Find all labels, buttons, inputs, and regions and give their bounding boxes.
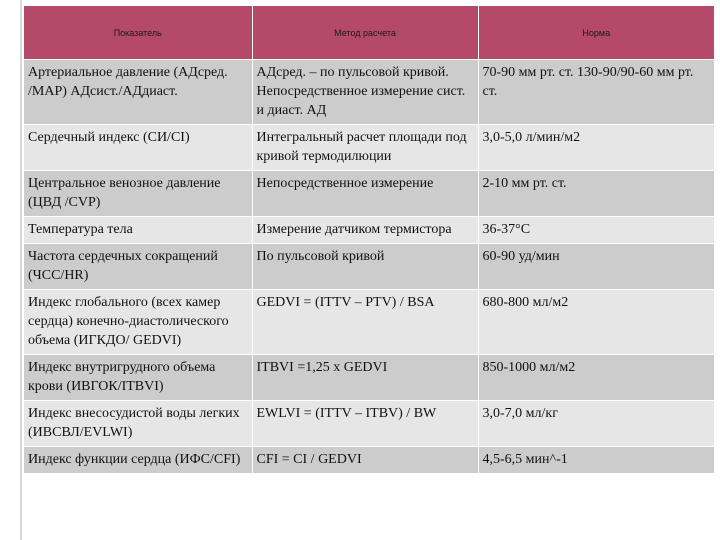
- norm-text: 36-37°C: [482, 222, 531, 237]
- table-row: [24, 171, 714, 217]
- method-text: Непосредственное измерение: [256, 176, 434, 191]
- indicator-text: Частота сердечных сокращений (ЧСС/HR): [28, 249, 218, 283]
- hemodynamics-table-container: [24, 6, 714, 473]
- cell-norm: [478, 171, 714, 217]
- cell-norm: [478, 125, 714, 171]
- header-method: Метод расчета: [252, 6, 478, 60]
- table-row: [24, 447, 714, 474]
- cell-indicator: [24, 171, 252, 217]
- norm-text: 60-90 уд/мин: [482, 249, 560, 264]
- cell-indicator: [24, 125, 252, 171]
- cell-indicator: [24, 244, 252, 290]
- left-margin-rule: [20, 0, 22, 540]
- cell-indicator: [24, 355, 252, 401]
- hemodynamics-table: [24, 6, 714, 473]
- table-row: [24, 355, 714, 401]
- cell-norm: [478, 401, 714, 447]
- cell-method: [252, 290, 478, 355]
- header-indicator: Показатель: [24, 6, 252, 60]
- method-text: АДсред. – по пульсовой кривой. Непосредственное измерение сист. и диаст. АД: [256, 65, 466, 118]
- indicator-text: Артериальное давление (АДсред. /MAP) АДсист./АДдиаст.: [28, 65, 228, 99]
- table-body: [24, 60, 714, 474]
- method-text: CFI = CI / GEDVI: [256, 452, 362, 467]
- indicator-text: Центральное венозное давление (ЦВД /CVP): [28, 176, 221, 210]
- norm-text: 2-10 мм рт. ст.: [482, 176, 567, 191]
- method-text: EWLVI = (ITTV – ITBV) / BW: [256, 406, 437, 421]
- table-row: [24, 290, 714, 355]
- cell-norm: [478, 290, 714, 355]
- indicator-text: Индекс функции сердца (ИФС/CFI): [28, 452, 241, 467]
- cell-method: [252, 171, 478, 217]
- cell-norm: [478, 355, 714, 401]
- cell-indicator: [24, 447, 252, 474]
- cell-method: [252, 401, 478, 447]
- method-text: Измерение датчиком термистора: [256, 222, 452, 237]
- table-row: [24, 217, 714, 244]
- cell-method: [252, 447, 478, 474]
- cell-norm: [478, 447, 714, 474]
- cell-method: [252, 355, 478, 401]
- cell-norm: [478, 217, 714, 244]
- norm-text: 680-800 мл/м2: [482, 295, 569, 310]
- indicator-text: Температура тела: [28, 222, 133, 237]
- norm-text: 3,0-7,0 мл/кг: [482, 406, 558, 421]
- cell-method: [252, 244, 478, 290]
- cell-method: [252, 60, 478, 125]
- indicator-text: Индекс внесосудистой воды легких (ИВСВЛ/EVLWI): [28, 406, 240, 440]
- method-text: ITBVI =1,25 x GEDVI: [256, 360, 388, 375]
- cell-indicator: [24, 60, 252, 125]
- table-header: [24, 6, 714, 60]
- cell-indicator: [24, 290, 252, 355]
- method-text: GEDVI = (ITTV – PTV) / BSA: [256, 295, 435, 310]
- norm-text: 3,0-5,0 л/мин/м2: [482, 130, 581, 145]
- table-row: [24, 401, 714, 447]
- header-row: [24, 6, 714, 60]
- cell-norm: [478, 60, 714, 125]
- table-row: [24, 125, 714, 171]
- indicator-text: Сердечный индекс (СИ/CI): [28, 130, 190, 145]
- norm-text: 850-1000 мл/м2: [482, 360, 576, 375]
- norm-text: 4,5-6,5 мин^-1: [482, 452, 568, 467]
- method-text: По пульсовой кривой: [256, 249, 385, 264]
- method-text: Интегральный расчет площади под кривой термодилюции: [256, 130, 467, 164]
- norm-text: 70-90 мм рт. ст. 130-90/90-60 мм рт. ст.: [482, 65, 694, 99]
- cell-indicator: [24, 217, 252, 244]
- cell-indicator: [24, 401, 252, 447]
- header-norm: Норма: [478, 6, 714, 60]
- indicator-text: Индекс глобального (всех камер сердца) конечно-диастолического объема (ИГКДО/ GEDVI): [28, 295, 229, 348]
- cell-norm: [478, 244, 714, 290]
- indicator-text: Индекс внутригрудного объема крови (ИВГОК/ITBVI): [28, 360, 216, 394]
- cell-method: [252, 217, 478, 244]
- cell-method: [252, 125, 478, 171]
- table-row: [24, 244, 714, 290]
- table-row: [24, 60, 714, 125]
